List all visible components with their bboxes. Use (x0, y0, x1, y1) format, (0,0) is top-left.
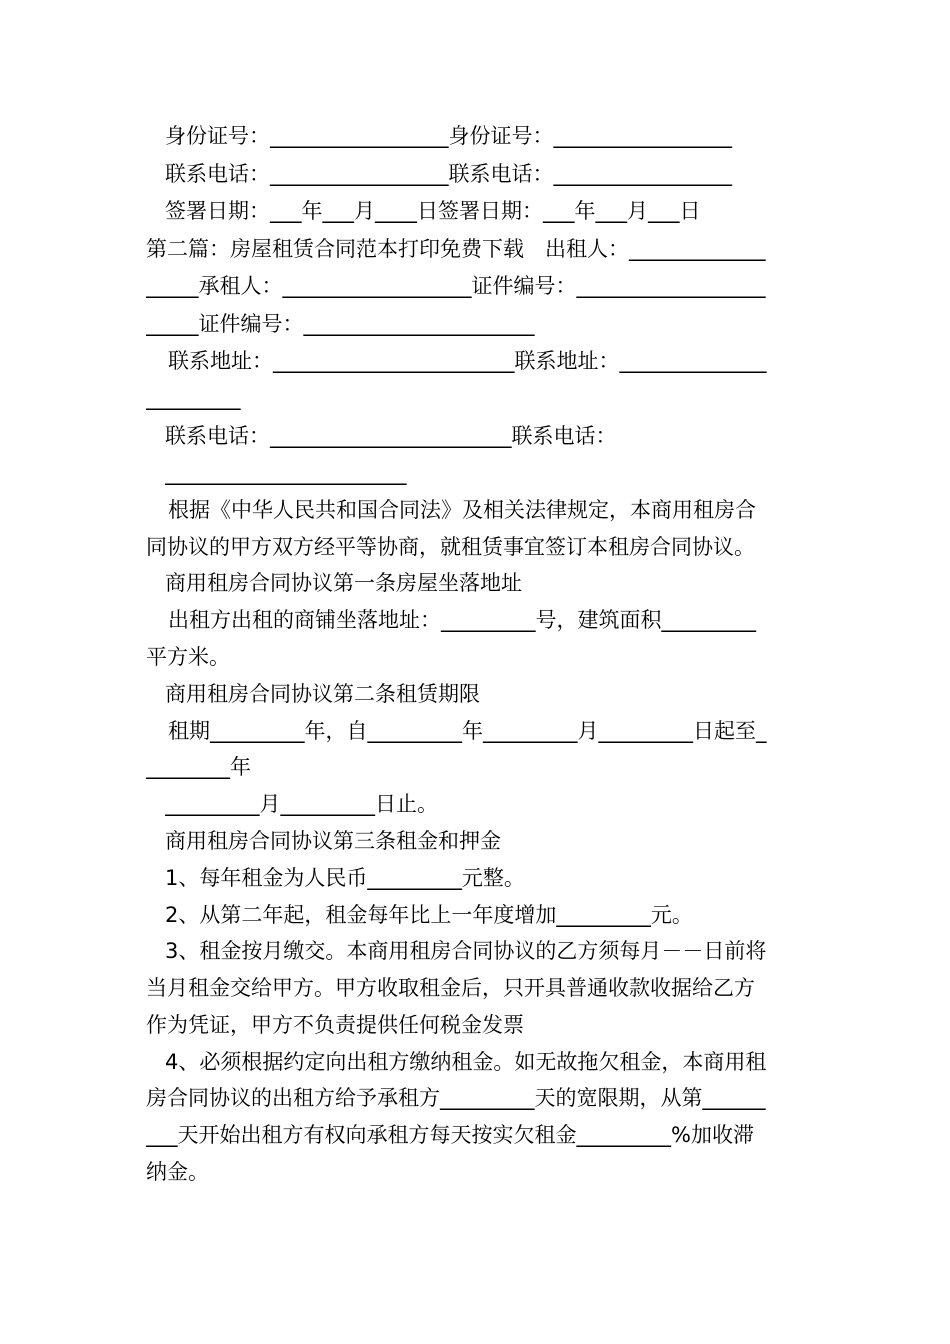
contact-phone-cont: _______________________ (165, 461, 407, 485)
rent-item-1: 1、每年租金为人民币_________元整。 (165, 866, 525, 890)
section-two-heading: 第二篇：房屋租赁合同范本打印免费下载 出租人：_____________ (146, 237, 766, 261)
article-one-heading: 商用租房合同协议第一条房屋坐落地址 (165, 571, 522, 595)
term-line-end: _________月_________日止。 (165, 792, 438, 816)
preamble-line-2: 同协议的甲方双方经平等协商，就租赁事宜签订本租房合同协议。 (146, 535, 755, 559)
address-line: 联系地址：_______________________联系地址：______________ (168, 349, 767, 373)
rent-item-2: 2、从第二年起，租金每年比上一年度增加_________元。 (165, 903, 693, 927)
rent-item-4-line-1: 4、必须根据约定向出租方缴纳租金。如无故拖欠租金，本商用租 (165, 1050, 767, 1074)
lessee-line: _____承租人：__________________证件编号：__________________ (146, 274, 766, 298)
rent-item-3-line-3: 作为凭证，甲方不负责提供任何税金发票 (146, 1013, 524, 1037)
rent-item-3-line-1: 3、租金按月缴交。本商用租房合同协议的乙方须每月－－日前将 (165, 939, 767, 963)
rent-item-4-line-2: 房合同协议的出租方给予承租方_________天的宽限期，从第______ (146, 1086, 766, 1110)
term-line: 租期_________年，自_________年_________月_________日起至_ (168, 719, 767, 743)
article-two-heading: 商用租房合同协议第二条租赁期限 (165, 682, 480, 706)
article-three-heading: 商用租房合同协议第三条租金和押金 (165, 829, 501, 853)
phone-line: 联系电话：_________________联系电话：_________________ (165, 162, 732, 186)
certificate-line: _____证件编号：______________________ (146, 312, 535, 336)
contact-phone-line: 联系电话：_______________________联系电话： (165, 424, 617, 448)
sign-date-line: 签署日期：___年___月____日签署日期：___年___月___日 (165, 199, 701, 223)
rent-item-4-line-3: ___天开始出租方有权向承租方每天按实欠租金_________%加收滞 (146, 1123, 754, 1147)
location-line: 出租方出租的商铺坐落地址：_________号，建筑面积_________ (168, 608, 756, 632)
id-number-line: 身份证号：_________________身份证号：_________________ (165, 124, 732, 148)
preamble-line-1: 根据《中华人民共和国合同法》及相关法律规定，本商用租房合 (168, 498, 756, 522)
rent-item-4-line-4: 纳金。 (146, 1160, 209, 1184)
rent-item-3-line-2: 当月租金交给甲方。甲方收取租金后，只开具普通收款收据给乙方 (146, 976, 755, 1000)
location-line-cont: 平方米。 (146, 645, 230, 669)
address-line-cont: _________ (146, 386, 241, 410)
term-line-cont: ________年 (146, 755, 251, 779)
